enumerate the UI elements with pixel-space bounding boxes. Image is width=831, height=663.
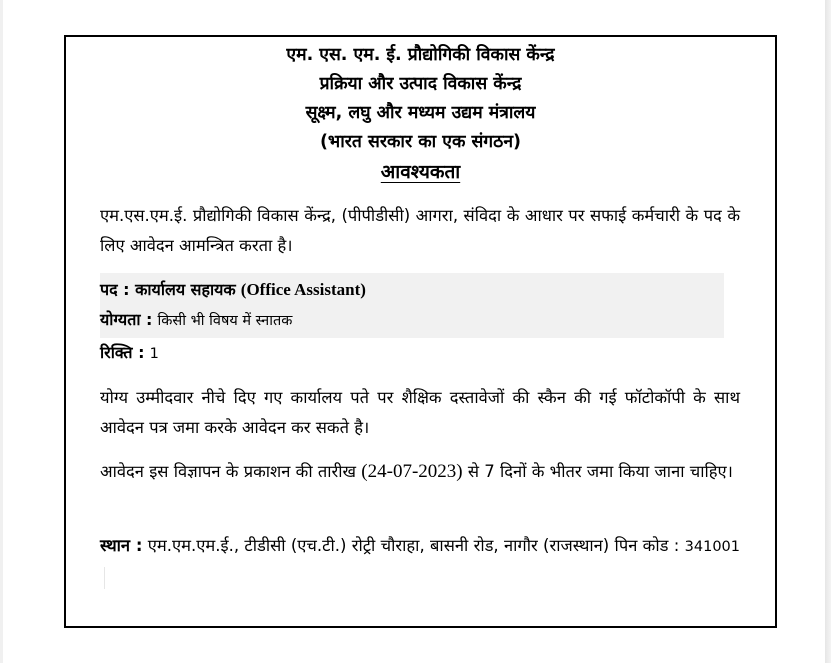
notice-header: [66, 41, 775, 187]
post-details: [100, 273, 724, 369]
deadline-date: (24-07-2023): [361, 461, 463, 482]
deadline-paragraph: [100, 457, 740, 487]
notice-box: [64, 35, 777, 628]
ministry-name: सूक्ष्म, लघु और मध्यम उद्यम मंत्रालय: [305, 103, 536, 123]
post-english: (Office Assistant): [240, 280, 366, 299]
location-label: स्थान :: [100, 536, 143, 555]
centre-name: प्रक्रिया और उत्पाद विकास केंन्द्र: [319, 74, 522, 94]
text-cursor-mark: [104, 567, 105, 589]
page-edge-left: [0, 0, 3, 663]
notice-title: आवश्यकता: [380, 161, 461, 183]
vacancy-label: रिक्ति :: [100, 343, 145, 362]
vacancy-row: [100, 338, 724, 369]
post-label: पद : कार्यालय सहायक: [100, 280, 236, 299]
post-row: [100, 275, 724, 305]
qualification-label: योग्यता :: [100, 310, 153, 329]
qualification-value: किसी भी विषय में स्नातक: [157, 313, 293, 329]
pin-code: 341001: [684, 539, 740, 555]
org-name: एम. एस. एम. ई. प्रौद्योगिकी विकास केंन्द्र: [286, 45, 555, 65]
shaded-block: [100, 273, 724, 338]
govt-org-note: (भारत सरकार का एक संगठन): [319, 132, 522, 152]
location-address: एम.एम.एम.ई., टीडीसी (एच.टी.) रोट्री चौराहा, बासनी रोड, नागौर (राजस्थान) पिन कोड :: [147, 536, 680, 555]
deadline-before: आवेदन इस विज्ञापन के प्रकाशन की तारीख: [100, 462, 357, 481]
apply-paragraph: योग्य उम्मीदवार नीचे दिए गए कार्यालय पते पर शैक्षिक दस्तावेजों की स्कैन की गई फॉटोकॉपी के साथ आवेदन पत्र जमा करके आवेदन कर सकते है।: [100, 388, 740, 437]
intro-paragraph: एम.एस.एम.ई. प्रौद्योगिकी विकास केंन्द्र, (पीपीडीसी) आगरा, संविदा के आधार पर सफाई कर्मचारी के पद के लिए आवेदन आमन्त्रित करता है।: [100, 206, 740, 255]
vacancy-value: 1: [149, 346, 159, 362]
location-paragraph: [100, 531, 740, 592]
page-edge-right: [825, 0, 831, 663]
qualification-row: [100, 305, 724, 336]
deadline-after: से 7 दिनों के भीतर जमा किया जाना चाहिए।: [467, 462, 733, 481]
